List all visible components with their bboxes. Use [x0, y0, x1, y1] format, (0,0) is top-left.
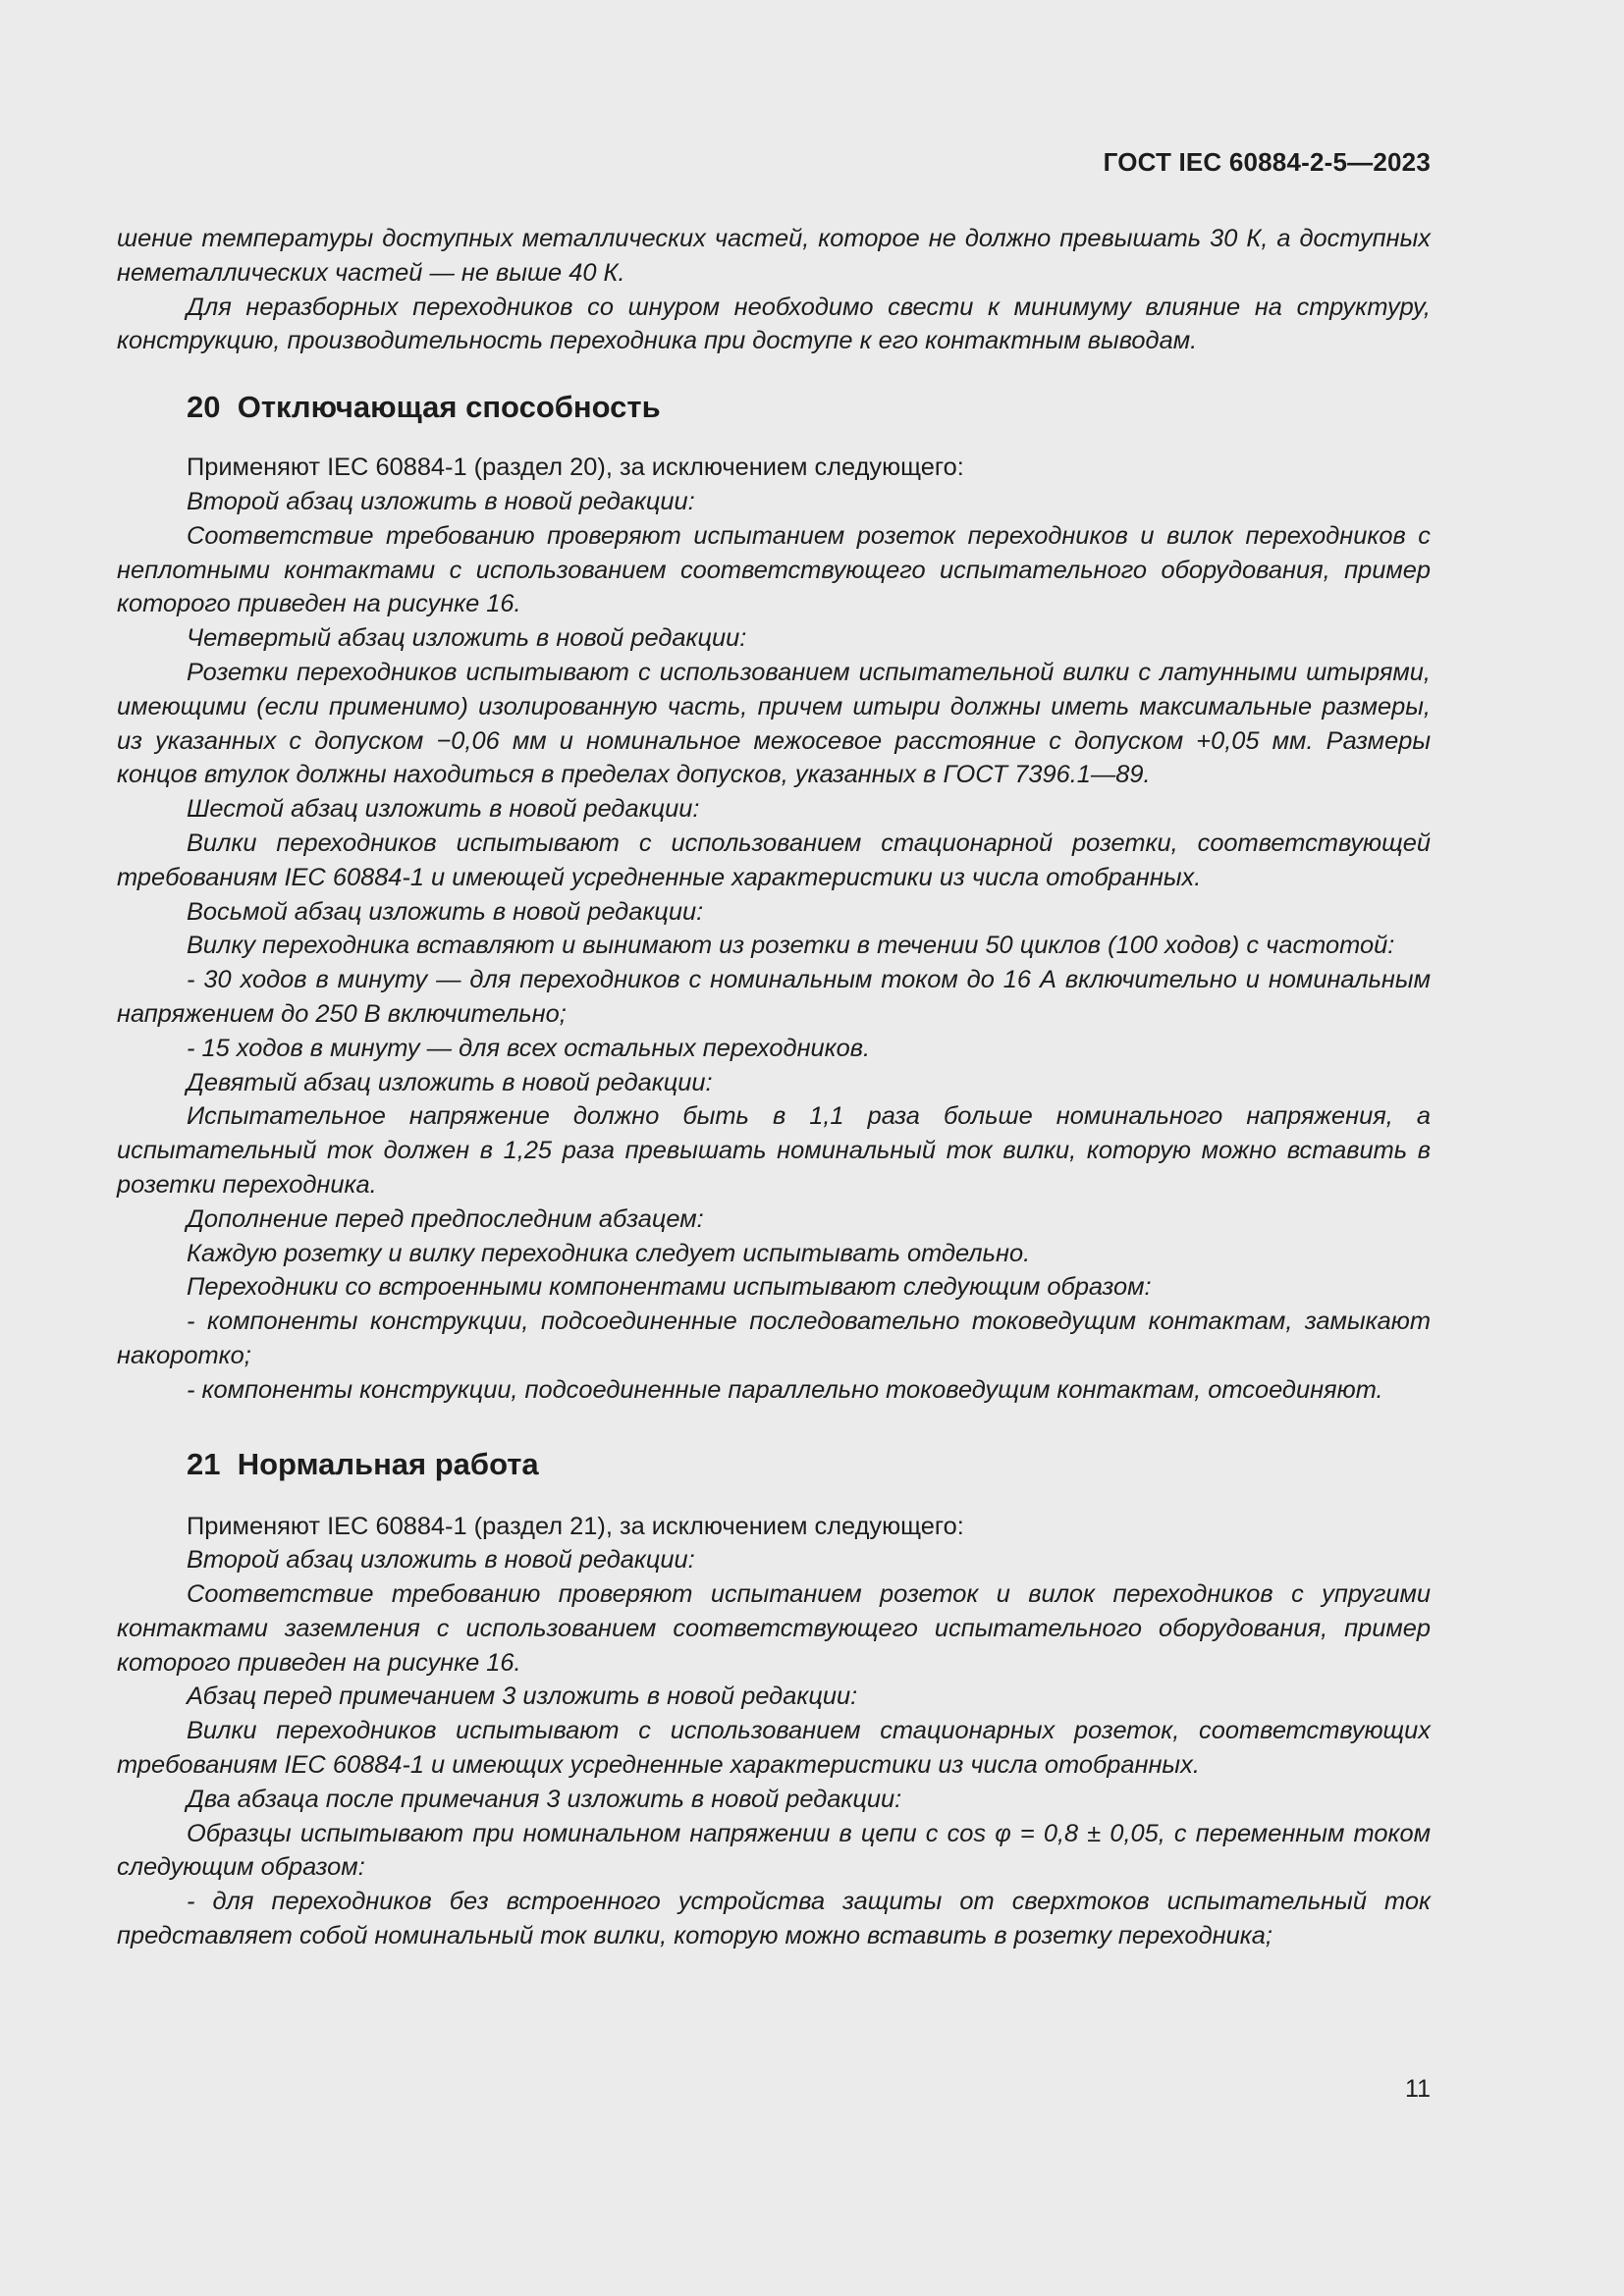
section-21-paragraph: Второй абзац изложить в новой редакции: — [187, 1546, 695, 1575]
section-21-title: Нормальная работа — [237, 1446, 539, 1481]
section-20-list-item: - компоненты конструкции, подсоединенные параллельно токоведущим контактам, отсоединяют. — [187, 1375, 1383, 1404]
section-20-paragraph: Вилки переходников испытывают с использованием стационарной розетки, соответствующей требованиям IEC 60884-1 и имеющей усредненные характеристики из числа отобранных. — [117, 828, 1431, 891]
section-20-number: 20 — [187, 390, 221, 425]
section-20-paragraph: Четвертый абзац изложить в новой редакции: — [187, 624, 747, 653]
section-20-list-item: - 30 ходов в минуту — для переходников с номинальным током до 16 А включительно и номинальным напряжением до 250 В включительно; — [117, 966, 1431, 1028]
section-20-paragraph: Переходники со встроенными компонентами испытывают следующим образом: — [187, 1273, 1152, 1302]
section-20-list-item: - 15 ходов в минуту — для всех остальных переходников. — [187, 1034, 871, 1062]
section-21-number: 21 — [187, 1446, 221, 1481]
section-21-list-item: - для переходников без встроенного устройства защиты от сверхтоков испытательный ток представляет собой номинальный ток вилки, которую можно вставить в розетку переходника; — [117, 1888, 1431, 1950]
section-20-heading — [117, 388, 1431, 427]
section-20-paragraph: Испытательное напряжение должно быть в 1,1 раза больше номинального напряжения, а испытательный ток должен в 1,25 раза превышать номинальный ток вилки, которую можно вставить в розетки переходника. — [117, 1102, 1431, 1199]
section-20-paragraph: Девятый абзац изложить в новой редакции: — [187, 1068, 713, 1096]
section-20-paragraph: Каждую розетку и вилку переходника следует испытывать отдельно. — [187, 1239, 1031, 1267]
section-21-paragraph: Два абзаца после примечания 3 изложить в новой редакции: — [187, 1785, 902, 1813]
section-21-paragraph: Абзац перед примечанием 3 изложить в новой редакции: — [187, 1682, 858, 1711]
section-20-paragraph: Розетки переходников испытывают с использованием испытательной вилки с латунными штырями, имеющими (если применимо) изолированную часть, причем штыри должны иметь максимальные размеры, из указанных с допуском −0,06 мм и номинальное межосевое расстояние с допуском +0,05 мм. Размеры концов втулок должны находиться в пределах допусков, указанных в ГОСТ 7396.1—89. — [117, 658, 1431, 789]
section-20-paragraph: Восьмой абзац изложить в новой редакции: — [187, 897, 704, 926]
section-20-paragraph: Дополнение перед предпоследним абзацем: — [187, 1204, 704, 1233]
section-20-paragraph: Второй абзац изложить в новой редакции: — [187, 487, 695, 515]
section-20-paragraph: Применяют IEC 60884-1 (раздел 20), за исключением следующего: — [187, 454, 964, 482]
intro-paragraph-2: Для неразборных переходников со шнуром необходимо свести к минимуму влияние на структуру, конструкцию, производительность переходника при доступе к его контактным выводам. — [117, 293, 1431, 355]
section-20-paragraph: Шестой абзац изложить в новой редакции: — [187, 795, 700, 824]
section-20-paragraph: Вилку переходника вставляют и вынимают из розетки в течении 50 циклов (100 ходов) с частотой: — [187, 932, 1395, 960]
section-20-title: Отключающая способность — [237, 390, 661, 425]
document-body — [117, 222, 1431, 1953]
document-code-header: ГОСТ IEC 60884-2-5—2023 — [1103, 147, 1431, 177]
page-number: 11 — [1405, 2075, 1431, 2103]
section-20-paragraph: Соответствие требованию проверяют испытанием розеток переходников и вилок переходников с неплотными контактами с использованием соответствующего испытательного оборудования, пример которого приведен на рисунке 16. — [117, 521, 1431, 618]
section-21-paragraph: Соответствие требованию проверяют испытанием розеток и вилок переходников с упругими контактами заземления с использованием соответствующего испытательного оборудования, пример которого приведен на рисунке 16. — [117, 1580, 1431, 1677]
section-20-list-item: - компоненты конструкции, подсоединенные последовательно токоведущим контактам, замыкают накоротко; — [117, 1308, 1431, 1369]
section-21-paragraph: Применяют IEC 60884-1 (раздел 21), за исключением следующего: — [187, 1512, 964, 1540]
intro-paragraph-1: шение температуры доступных металлических частей, которое не должно превышать 30 К, а доступных неметаллических частей — не выше 40 К. — [117, 225, 1431, 287]
section-21-paragraph: Вилки переходников испытывают с использованием стационарных розеток, соответствующих требованиям IEC 60884-1 и имеющих усредненные характеристики из числа отобранных. — [117, 1717, 1431, 1780]
section-21-heading — [117, 1445, 1431, 1484]
section-21-paragraph: Образцы испытывают при номинальном напряжении в цепи с cos φ = 0,8 ± 0,05, с переменным током следующим образом: — [117, 1819, 1431, 1882]
